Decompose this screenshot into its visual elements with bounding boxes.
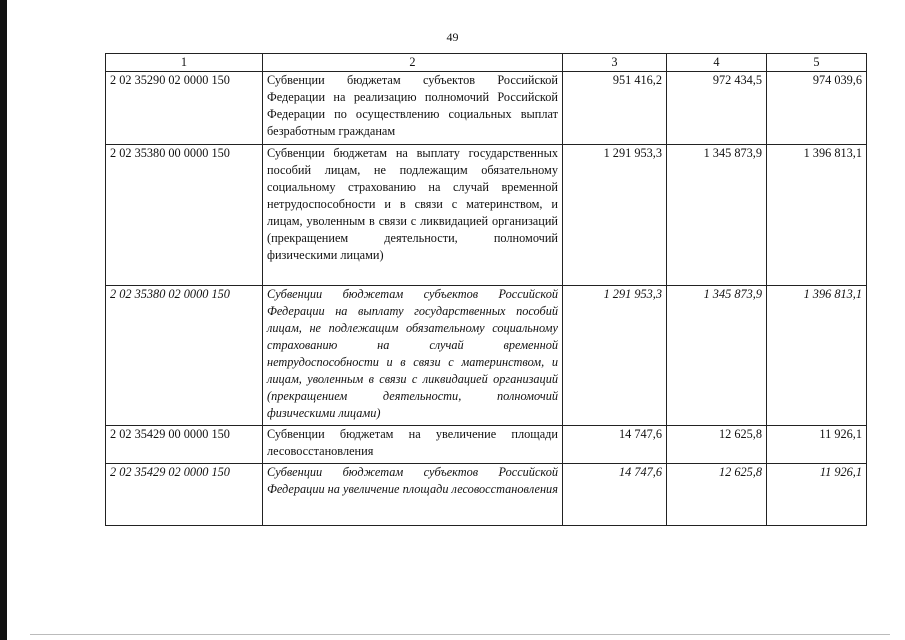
value-col-5: 1 396 813,1: [767, 286, 867, 426]
table-row: [106, 426, 867, 464]
value-col-4: 1 345 873,9: [667, 145, 767, 286]
value-col-4: 972 434,5: [667, 72, 767, 145]
column-header-1: 1: [106, 54, 263, 72]
page-number: 49: [446, 30, 459, 44]
column-header-5: 5: [767, 54, 867, 72]
scan-bottom-line: [30, 634, 890, 635]
value-col-4: 1 345 873,9: [667, 286, 767, 426]
value-col-3: 951 416,2: [563, 72, 667, 145]
table-header-row: [106, 54, 867, 72]
table-row: [106, 72, 867, 145]
budget-code: 2 02 35380 00 0000 150: [106, 145, 263, 286]
value-col-4: 12 625,8: [667, 426, 767, 464]
budget-code: 2 02 35429 02 0000 150: [106, 464, 263, 526]
value-col-5: 11 926,1: [767, 464, 867, 526]
column-header-3: 3: [563, 54, 667, 72]
scan-edge-bar: [0, 0, 7, 640]
value-col-5: 11 926,1: [767, 426, 867, 464]
column-header-4: 4: [667, 54, 767, 72]
value-col-4: 12 625,8: [667, 464, 767, 526]
budget-revenue-table: [105, 53, 867, 526]
value-col-3: 14 747,6: [563, 426, 667, 464]
budget-code: 2 02 35380 02 0000 150: [106, 286, 263, 426]
row-description: Субвенции бюджетам на увеличение площади лесовосстановления: [263, 426, 563, 464]
budget-code: 2 02 35429 00 0000 150: [106, 426, 263, 464]
row-description: Субвенции бюджетам на выплату государственных пособий лицам, не подлежащим обязательному социальному страхованию на случай временной нетрудоспособности и в связи с материнством, и лицам, уволенным в связи с ликвидацией организаций (прекращением деятельности, полномочий физическими лицами): [263, 145, 563, 286]
column-header-2: 2: [263, 54, 563, 72]
row-description: Субвенции бюджетам субъектов Российской Федерации на выплату государственных пособий лицам, не подлежащим обязательному социальному страхованию на случай временной нетрудоспособности и в связи с материнством, и лицам, уволенным в связи с ликвидацией организаций (прекращением деятельности, полномочий физическими лицами): [263, 286, 563, 426]
value-col-3: 1 291 953,3: [563, 145, 667, 286]
value-col-5: 1 396 813,1: [767, 145, 867, 286]
table-row: [106, 464, 867, 526]
value-col-3: 1 291 953,3: [563, 286, 667, 426]
row-description: Субвенции бюджетам субъектов Российской Федерации на реализацию полномочий Российской Федерации по осуществлению социальных выплат безработным гражданам: [263, 72, 563, 145]
table-row: [106, 145, 867, 286]
value-col-5: 974 039,6: [767, 72, 867, 145]
row-description: Субвенции бюджетам субъектов Российской Федерации на увеличение площади лесовосстановления: [263, 464, 563, 526]
table-row: [106, 286, 867, 426]
value-col-3: 14 747,6: [563, 464, 667, 526]
budget-code: 2 02 35290 02 0000 150: [106, 72, 263, 145]
